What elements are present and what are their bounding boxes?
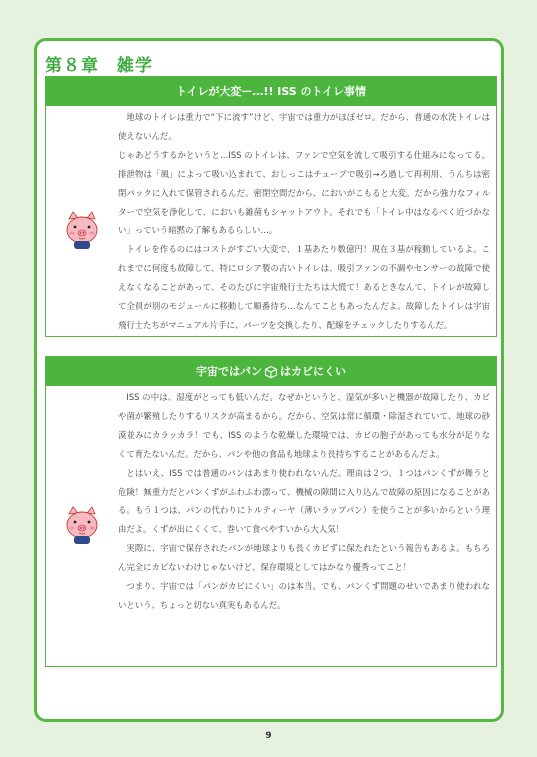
paragraph: つまり、宇宙では「パンがカビにくい」のは本当。でも、パンくず問題のせいであまり使われないという、ちょっと切ない真実もあるんだ。 xyxy=(118,581,490,610)
section-body xyxy=(46,106,496,336)
chapter-title: 雑学 xyxy=(117,56,153,76)
section-heading-text: トイレが大変ー…!! ISS のトイレ事情 xyxy=(175,85,367,98)
section-heading-text-end: はカビにくい xyxy=(280,365,346,378)
paragraph: 実際に、宇宙で保存されたパンが地球よりも長くカビずに保たれたという報告もあるよ。もちろん完全にカビないわけじゃないけど、保存環境としてはかなり優秀ってこと！ xyxy=(118,543,490,573)
chapter-heading xyxy=(45,51,153,76)
section-heading-text-start: 宇宙ではパン xyxy=(196,365,262,378)
section-heading xyxy=(46,77,496,106)
paragraph: ISS の中は、湿度がとっても低いんだ。なぜかというと、湿気が多いと機器が故障したり、カビや菌が繁殖したりするリスクが高まるから。だから、空気は常に循環・除湿されていて、地球の砂漠並みにカラッカラ！でも、ISS のような乾燥した環境では、カビの胞子があっても水分が足りなくて育たないんだ。だから、パンや他の食品も地球より長持ちすることがあるんだよ。 xyxy=(118,392,490,459)
section-text xyxy=(118,108,490,335)
section-heading xyxy=(46,357,496,386)
section-body xyxy=(46,386,496,666)
section-bread xyxy=(45,356,497,667)
paragraph: じゃあどうするかというと…ISS のトイレは、ファンで空気を流して吸引する仕組みになってる。排泄物は「風」によって吸い込まれて、おしっこはチューブで吸引→ろ過して再利用、うんちは密閉パックに入れて保管されるんだ。密閉空間だから、においがこもると大変。だから強力なフィルターで空気を浄化して、においも雑菌もシャットアウト。それでも「トイレ中はなるべく近づかない」っていう暗黙の了解もあるらしい…。 xyxy=(118,149,490,236)
pig-mascot-icon xyxy=(64,505,100,545)
paragraph: トイレを作るのにはコストがすごい大変で、１基あたり数億円！現在３基が稼動しているよ。これまでに何度も故障して、特にロシア製の古いトイレは、吸引ファンの不調やセンサーの故障で使えなくなることがあって、そのたびに宇宙飛行士たちは大慌て！あるときなんて、トイレが故障して全員が別のモジュールに移動して順番待ち…なんてこともあったんだよ。故障したトイレは宇宙飛行士たちがマニュアル片手に、パーツを交換したり、配線をチェックしたりするんだ。 xyxy=(118,244,490,330)
chapter-number: 第８章 xyxy=(45,56,99,76)
page-frame xyxy=(34,38,504,722)
paragraph: 地球のトイレは重力で“下に流す”けど、宇宙では重力がほぼゼロ。だから、普通の水洗トイレは使えないんだ。 xyxy=(118,112,490,141)
pig-mascot-icon xyxy=(64,210,100,250)
cube-icon xyxy=(264,365,278,379)
section-text xyxy=(118,388,490,615)
section-toilet xyxy=(45,76,497,337)
paragraph: とはいえ、ISS では普通のパンはあまり使われないんだ。理由は２つ、１つはパンくずが舞うと危険！無重力だとパンくずがふわふわ漂って、機械の隙間に入り込んで故障の原因になることがある。もう１つは、パンの代わりにトルティーヤ（薄いラップパン）を使うことが多いからという理由だよ。くずが出にくくて、巻いて食べやすいから大人気！ xyxy=(118,467,490,535)
page-number: 9 xyxy=(265,731,272,741)
